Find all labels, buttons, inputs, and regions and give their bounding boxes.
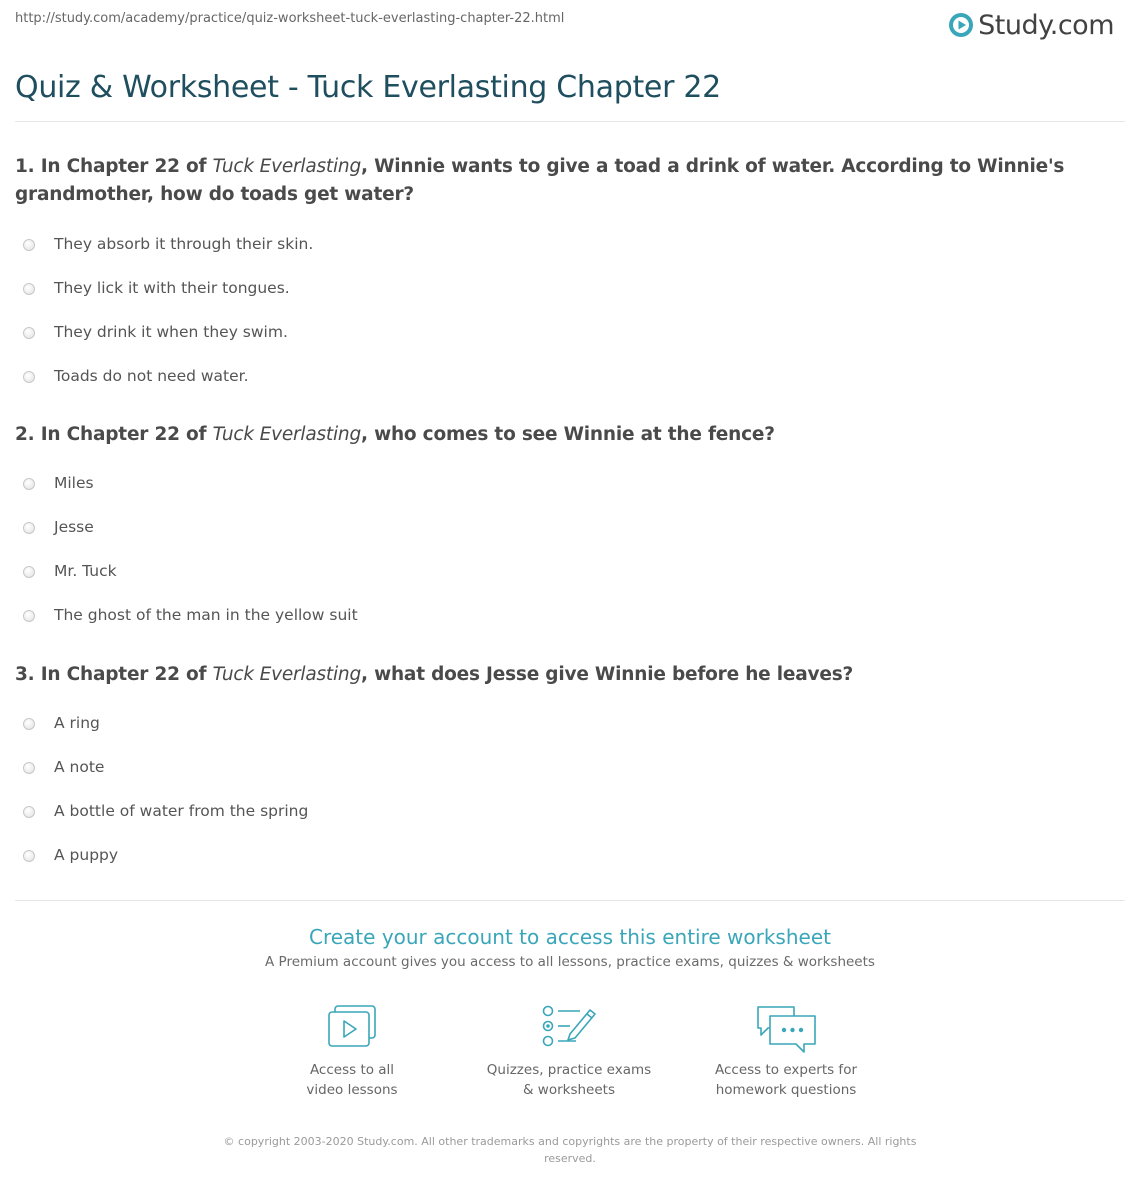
play-circle-icon <box>948 12 974 38</box>
radio-button[interactable] <box>23 566 35 578</box>
feature-label: Access to experts for homework questions <box>714 1062 857 1098</box>
page-title: Quiz & Worksheet - Tuck Everlasting Chapter 22 <box>15 70 721 105</box>
answer-label: A puppy <box>54 846 119 864</box>
answer-label: The ghost of the man in the yellow suit <box>54 606 358 624</box>
copyright-notice: © copyright 2003-2020 Study.com. All other trademarks and copyrights are the property of their respective owners. All rights reserved. <box>223 1135 917 1165</box>
answer-option[interactable] <box>15 267 1125 311</box>
cta-divider <box>15 900 1125 901</box>
video-lessons-icon <box>326 1004 378 1048</box>
answer-label: Mr. Tuck <box>54 562 117 580</box>
cta-subtitle: A Premium account gives you access to all lessons, practice exams, quizzes & worksheets <box>265 954 875 970</box>
question-2 <box>15 421 1125 638</box>
feature-label: Access to all video lessons <box>306 1062 398 1098</box>
radio-button[interactable] <box>23 283 35 295</box>
radio-button[interactable] <box>23 371 35 383</box>
page-url: http://study.com/academy/practice/quiz-worksheet-tuck-everlasting-chapter-22.html <box>15 11 565 26</box>
question-1 <box>15 153 1125 399</box>
answer-label: A ring <box>54 714 100 732</box>
radio-button[interactable] <box>23 327 35 339</box>
answer-option[interactable] <box>15 702 1125 746</box>
feature-experts <box>686 1004 886 1100</box>
answer-option[interactable] <box>15 790 1125 834</box>
answer-options <box>15 223 1125 399</box>
answer-label: Toads do not need water. <box>54 367 249 385</box>
question-3 <box>15 661 1125 878</box>
answer-options <box>15 462 1125 638</box>
answer-label: They absorb it through their skin. <box>54 235 314 253</box>
study-logo[interactable] <box>948 6 1114 44</box>
radio-button[interactable] <box>23 762 35 774</box>
cta-title[interactable]: Create your account to access this entire worksheet <box>309 925 831 949</box>
quiz-checklist-icon <box>540 1004 598 1048</box>
radio-button[interactable] <box>23 718 35 730</box>
question-text: 1. In Chapter 22 of Tuck Everlasting, Winnie wants to give a toad a drink of water. According to Winnie's grandmother, how do toads get water? <box>15 156 1065 205</box>
radio-button[interactable] <box>23 478 35 490</box>
answer-label: They lick it with their tongues. <box>54 279 290 297</box>
question-text: 3. In Chapter 22 of Tuck Everlasting, what does Jesse give Winnie before he leaves? <box>15 664 854 685</box>
answer-option[interactable] <box>15 355 1125 399</box>
answer-option[interactable] <box>15 746 1125 790</box>
answer-label: Miles <box>54 474 94 492</box>
answer-label: A bottle of water from the spring <box>54 802 309 820</box>
feature-label: Quizzes, practice exams & worksheets <box>486 1062 652 1098</box>
answer-option[interactable] <box>15 462 1125 506</box>
answer-label: A note <box>54 758 105 776</box>
radio-button[interactable] <box>23 610 35 622</box>
radio-button[interactable] <box>23 850 35 862</box>
radio-button[interactable] <box>23 522 35 534</box>
title-divider <box>15 121 1125 122</box>
radio-button[interactable] <box>23 806 35 818</box>
chat-bubbles-icon <box>754 1004 818 1054</box>
feature-video-lessons <box>252 1004 452 1100</box>
answer-option[interactable] <box>15 311 1125 355</box>
answer-options <box>15 702 1125 878</box>
radio-button[interactable] <box>23 239 35 251</box>
answer-option[interactable] <box>15 506 1125 550</box>
answer-option[interactable] <box>15 550 1125 594</box>
answer-label: They drink it when they swim. <box>54 323 288 341</box>
logo-text: Study.com <box>978 9 1114 41</box>
answer-option[interactable] <box>15 834 1125 878</box>
answer-option[interactable] <box>15 223 1125 267</box>
answer-label: Jesse <box>54 518 94 536</box>
answer-option[interactable] <box>15 594 1125 638</box>
feature-quizzes <box>469 1004 669 1100</box>
question-text: 2. In Chapter 22 of Tuck Everlasting, who comes to see Winnie at the fence? <box>15 424 775 445</box>
